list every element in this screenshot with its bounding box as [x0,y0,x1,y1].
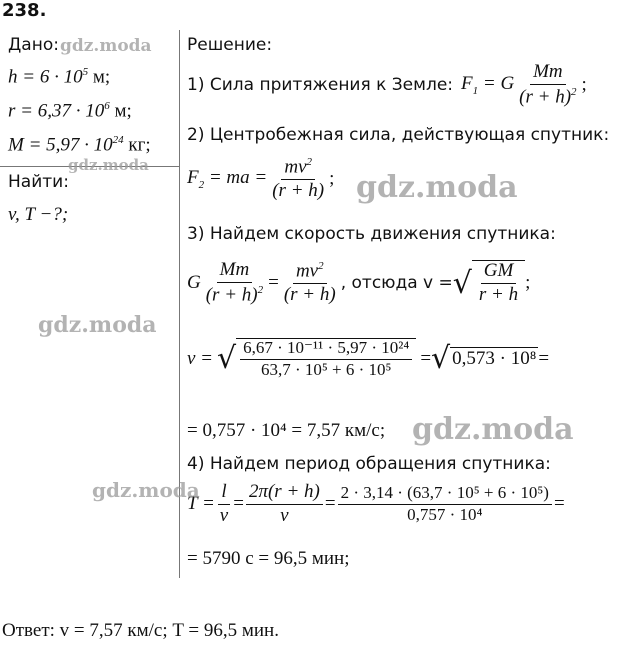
solution-label: Решение: [187,35,273,55]
eq3-line: G $\frac{Mm}{(r + h)^2}$ = $\frac{mv^2}{(r + h)}$ , отсюда v = √ $\frac{GM}{r + h}$ ; [187,259,531,306]
step4-text: 4) Найдем период обращения спутника: [187,454,551,474]
step2-text: 2) Центробежная сила, действующая спутник: [187,125,610,145]
sqrt-symbol: √ [217,341,237,377]
sqrt-symbol: √ [431,341,451,377]
given-r: $r = 6,37 \cdot 10^6$ м; [8,100,132,122]
T-fraction-2: $\frac{2\pi(r + h)}{v}$ [246,482,323,527]
step3-text: 3) Найдем скорость движения спутника: [187,224,556,244]
v-fraction: $\frac{\text{6,67 · 10⁻¹¹ · 5,97 · 10²⁴}}{\text{63,7 · 10⁵ + 6 · 10⁵}}$ [240,339,412,379]
find-vars: v, T −?; [8,204,69,225]
answer: Ответ: v = 7,57 км/с; T = 96,5 мин. [2,620,279,641]
step1-line: 1) Сила притяжения к Земле: $F_1 = G$ $\frac{Mm}{(r + h)^2}$ ; [187,61,587,108]
problem-number: 238. [2,0,47,21]
watermark-logo: gdz.moda [38,312,157,338]
watermark-logo: gdz.moda [68,156,149,174]
given-M: $M = 5,97 \cdot 10^{24}$ кг; [8,134,151,156]
v-calc-line: v = √ $\frac{\text{6,67 · 10⁻¹¹ · 5,97 · 10²⁴}}{\text{63,7 · 10⁵ + 6 · 10⁵}}$ = √ 0,573 · 10⁸ = [187,338,550,379]
find-label: Найти: [8,172,69,192]
T-fraction-1: $\frac{l}{v}$ [219,481,229,526]
v-result: = 0,757 · 10⁴ = 7,57 км/с; [187,420,386,441]
eq3-fraction-2: $\frac{mv^2}{(r + h)}$ [283,260,336,306]
watermark-logo: gdz.moda [356,170,518,205]
f2-fraction: $\frac{mv^2}{(r + h)}$ [272,156,325,202]
given-h: $h = 6 \cdot 10^5$ м; [8,66,111,88]
watermark-logo: gdz.moda [60,36,152,56]
T-result: = 5790 с = 96,5 мин; [187,548,350,569]
eq3-fraction-1: $\frac{Mm}{(r + h)^2}$ [205,259,264,306]
f2-lhs: $F_2$ = ma = [187,167,268,191]
watermark-logo: gdz.moda [92,478,200,502]
T-calc-line: T = $\frac{l}{v}$ = $\frac{2\pi(r + h)}{v}$ = $\frac{\text{2 · 3,14 · (63,7 · 10⁵ + 6 · 10⁵)}}{\text{0,757 · 10⁴}}$ = [187,481,565,526]
T-fraction-3: $\frac{\text{2 · 3,14 · (63,7 · 10⁵ + 6 · 10⁵)}}{\text{0,757 · 10⁴}}$ [338,484,552,524]
watermark-logo: gdz.moda [412,412,574,447]
f1-fraction: $\frac{Mm}{(r + h)^2}$ [519,61,577,108]
sqrt-symbol: √ [452,265,472,301]
given-label: Дано: [8,35,59,55]
f1-lhs: $F_1 = G$ [461,73,515,97]
f2-line: $F_2$ = ma = $\frac{mv^2}{(r + h)}$ ; [187,156,335,202]
step1-text: 1) Сила притяжения к Земле: [187,75,454,96]
eq3-fraction-3: $\frac{GM}{r + h}$ [478,260,519,306]
